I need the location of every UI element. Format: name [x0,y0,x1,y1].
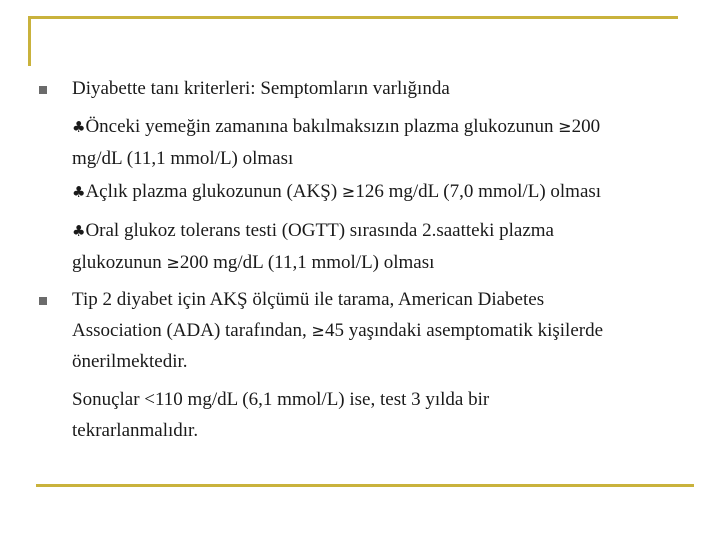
bullet-2-line-2-end: 45 yaşındaki asemptomatik kişilerde [324,320,604,341]
criterion-3 [72,215,554,278]
club-icon: ♣ [72,222,86,240]
criterion-1-line-2: mg/dL (11,1 mmol/L) olması [72,148,294,169]
gte-symbol: ≥ [166,253,180,272]
frame-left-line [28,16,31,66]
club-icon: ♣ [72,118,86,136]
bullet-2-line-2-start: Association (ADA) tarafından, [72,320,312,341]
criterion-1-line-1: Önceki yemeğin zamanına bakılmaksızın plazma glukozunun [85,116,559,137]
bullet-2-line-3: önerilmektedir. [72,351,188,372]
criterion-1 [72,111,600,174]
bullet-1-text: Diyabette tanı kriterleri: Semptomların varlığında [72,78,450,99]
criterion-3-line-1: Oral glukoz tolerans testi (OGTT) sırasında 2.saatteki plazma [85,220,554,241]
note-text [72,384,489,446]
gte-symbol: ≥ [311,321,325,340]
note-line-2: tekrarlanmalıdır. [72,420,199,441]
criterion-3-line-2-end: 200 mg/dL (11,1 mmol/L) olması [179,252,435,273]
criterion-2-end: 126 mg/dL (7,0 mmol/L) olması [355,181,602,202]
criterion-2 [72,176,601,208]
criterion-1-value: 200 [571,116,601,137]
criterion-3-line-2-start: glukozunun [72,252,167,273]
bullet-square-icon [39,86,47,94]
note-line-1: Sonuçlar <110 mg/dL (6,1 mmol/L) ise, test 3 yılda bir [72,389,490,410]
bullet-2-line-1: Tip 2 diyabet için AKŞ ölçümü ile tarama, American Diabetes [72,289,545,310]
frame-top-line [28,16,678,19]
gte-symbol: ≥ [558,117,572,136]
club-icon: ♣ [72,183,86,201]
frame-bottom-line [36,484,694,487]
bullet-square-icon [39,297,47,305]
gte-symbol: ≥ [341,182,356,201]
bullet-2-text [72,284,603,377]
criterion-2-start: Açlık plazma glukozunun (AKŞ) [85,181,342,202]
